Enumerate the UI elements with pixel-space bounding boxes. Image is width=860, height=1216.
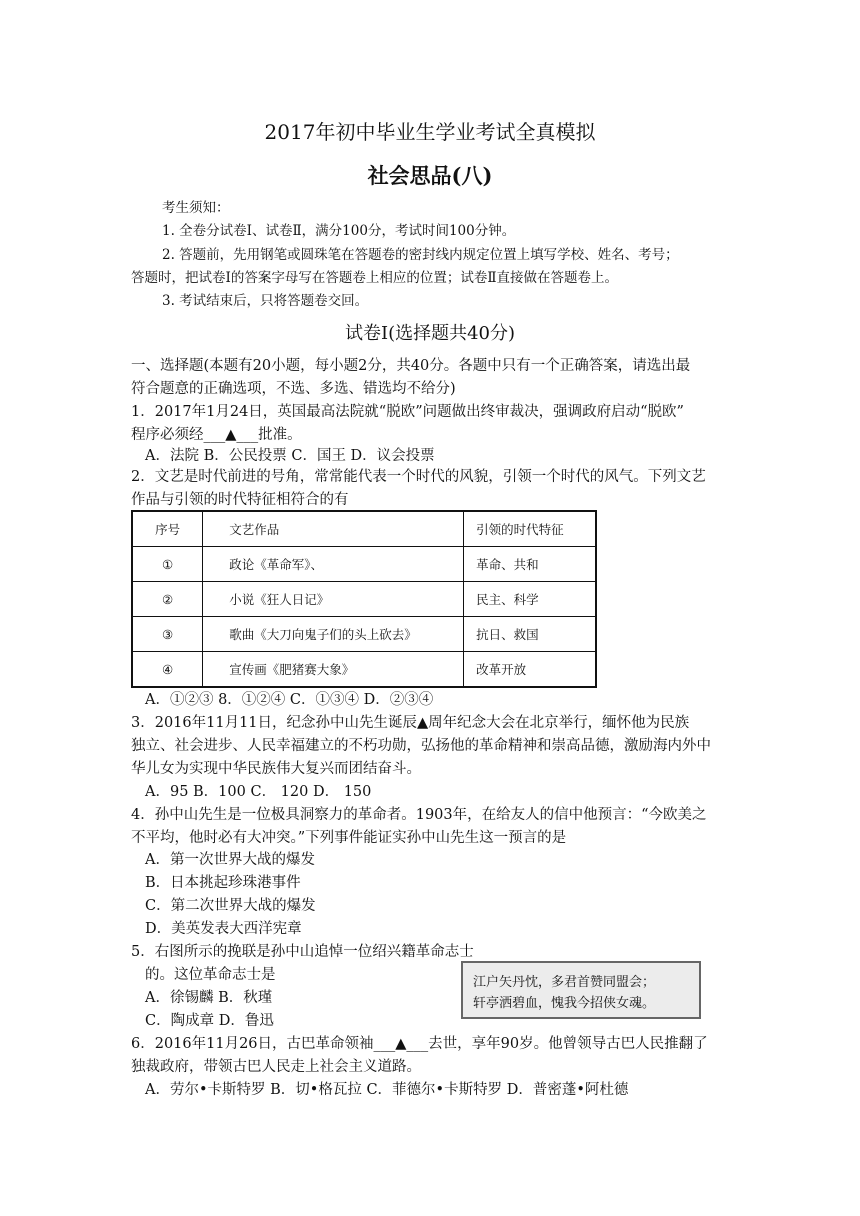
notice-item: 1. 全卷分试卷Ⅰ、试卷Ⅱ，满分100分，考试时间100分钟。 xyxy=(162,223,516,239)
question-3-text: 华儿女为实现中华民族伟大复兴而团结奋斗。 xyxy=(131,761,421,777)
exam-subtitle: 社会思品(八) xyxy=(367,163,493,188)
couplet-line: 轩亭洒碧血，愧我今招侠女魂。 xyxy=(473,996,656,1011)
table-cell: 歌曲《大刀向鬼子们的头上砍去》 xyxy=(203,617,464,652)
question-2-text: 2．文艺是时代前进的号角，常常能代表一个时代的风貌，引领一个时代的风气。下列文艺 xyxy=(131,469,706,485)
table-header-cell: 序号 xyxy=(132,511,203,547)
exam-title: 2017年初中毕业生学业考试全真模拟 xyxy=(264,120,596,144)
table-row xyxy=(132,617,596,652)
couplet-line: 江户矢丹忱，多君首赞同盟会； xyxy=(473,975,656,990)
table-row xyxy=(132,652,596,688)
question-4-option: A．第一次世界大战的爆发 xyxy=(145,852,315,868)
table-cell: 小说《狂人日记》 xyxy=(203,582,464,617)
question-2-text: 作品与引领的时代特征相符合的有 xyxy=(131,492,349,508)
question-4-text: 不平均，他时必有大冲突。”下列事件能证实孙中山先生这一预言的是 xyxy=(131,830,567,846)
notice-item: 2. 答题前，先用钢笔或圆珠笔在答题卷的密封线内规定位置上填写学校、姓名、考号； xyxy=(162,247,679,263)
question-1-text: 程序必须经___▲___批准。 xyxy=(131,427,302,443)
table-cell: 革命、共和 xyxy=(464,547,596,582)
question-6-text: 独裁政府，带领古巴人民走上社会主义道路。 xyxy=(131,1059,421,1075)
question-3-text: 独立、社会进步、人民幸福建立的不朽功勋，弘扬他的革命精神和崇高品德，激励海内外中 xyxy=(131,738,711,754)
question-5-option: C．陶成章 D．鲁迅 xyxy=(145,1013,274,1029)
notice-heading: 考生须知： xyxy=(162,200,230,216)
section-title: 试卷Ⅰ(选择题共40分) xyxy=(344,323,516,344)
elegiac-couplet-image xyxy=(461,961,701,1019)
notice-item: 答题时，把试卷Ⅰ的答案字母写在答题卷上相应的位置；试卷Ⅱ直接做在答题卷上。 xyxy=(131,270,619,286)
table-cell: 民主、科学 xyxy=(464,582,596,617)
table-header-cell: 文艺作品 xyxy=(203,511,464,547)
table-cell: 抗日、救国 xyxy=(464,617,596,652)
question-6-options: A．劳尔•卡斯特罗 B．切•格瓦拉 C．菲德尔•卡斯特罗 D．普密蓬•阿杜德 xyxy=(145,1082,629,1098)
question-5-text: 的。这位革命志士是 xyxy=(145,967,276,983)
table-header-cell: 引领的时代特征 xyxy=(464,511,596,547)
table-cell: ④ xyxy=(132,652,203,688)
table-cell: ① xyxy=(132,547,203,582)
question-3-text: 3．2016年11月11日，纪念孙中山先生诞辰▲周年纪念大会在北京举行，缅怀他为民族 xyxy=(131,715,690,731)
question-4-option: D．美英发表大西洋宪章 xyxy=(145,921,302,937)
question-4-text: 4．孙中山先生是一位极具洞察力的革命者。1903年，在给友人的信中他预言：“今欧美之 xyxy=(131,807,707,823)
question-2-options: A．①②③ 8．①②④ C．①③④ D．②③④ xyxy=(145,692,434,708)
artwork-table xyxy=(131,510,597,688)
question-6-text: 6．2016年11月26日，古巴革命领袖___▲___去世，享年90岁。他曾领导古巴人民推翻了 xyxy=(131,1036,708,1052)
table-header-row xyxy=(132,511,596,547)
table-cell: 改革开放 xyxy=(464,652,596,688)
table-row xyxy=(132,582,596,617)
question-1-options: A．法院 B．公民投票 C．国王 D．议会投票 xyxy=(145,448,435,464)
question-4-option: C．第二次世界大战的爆发 xyxy=(145,898,316,914)
question-4-option: B．日本挑起珍珠港事件 xyxy=(145,875,301,891)
question-5-option: A．徐锡麟 B．秋瑾 xyxy=(145,990,273,1006)
table-row xyxy=(132,547,596,582)
question-3-options: A．95 B．100 C． 120 D． 150 xyxy=(145,784,372,800)
table-cell: ③ xyxy=(132,617,203,652)
instruction-line: 一、选择题(本题有20小题，每小题2分，共40分。各题中只有一个正确答案，请选出最 xyxy=(131,358,691,374)
question-1-text: 1．2017年1月24日，英国最高法院就“脱欧”问题做出终审裁决，强调政府启动“脱欧” xyxy=(131,404,684,420)
table-cell: 政论《革命军》、 xyxy=(203,547,464,582)
table-cell: ② xyxy=(132,582,203,617)
notice-item: 3. 考试结束后，只将答题卷交回。 xyxy=(162,293,369,309)
question-5-text: 5．右图所示的挽联是孙中山追悼一位绍兴籍革命志士 xyxy=(131,944,474,960)
instruction-line: 符合题意的正确选项，不选、多选、错选均不给分) xyxy=(131,381,456,397)
table-cell: 宣传画《肥猪赛大象》 xyxy=(203,652,464,688)
